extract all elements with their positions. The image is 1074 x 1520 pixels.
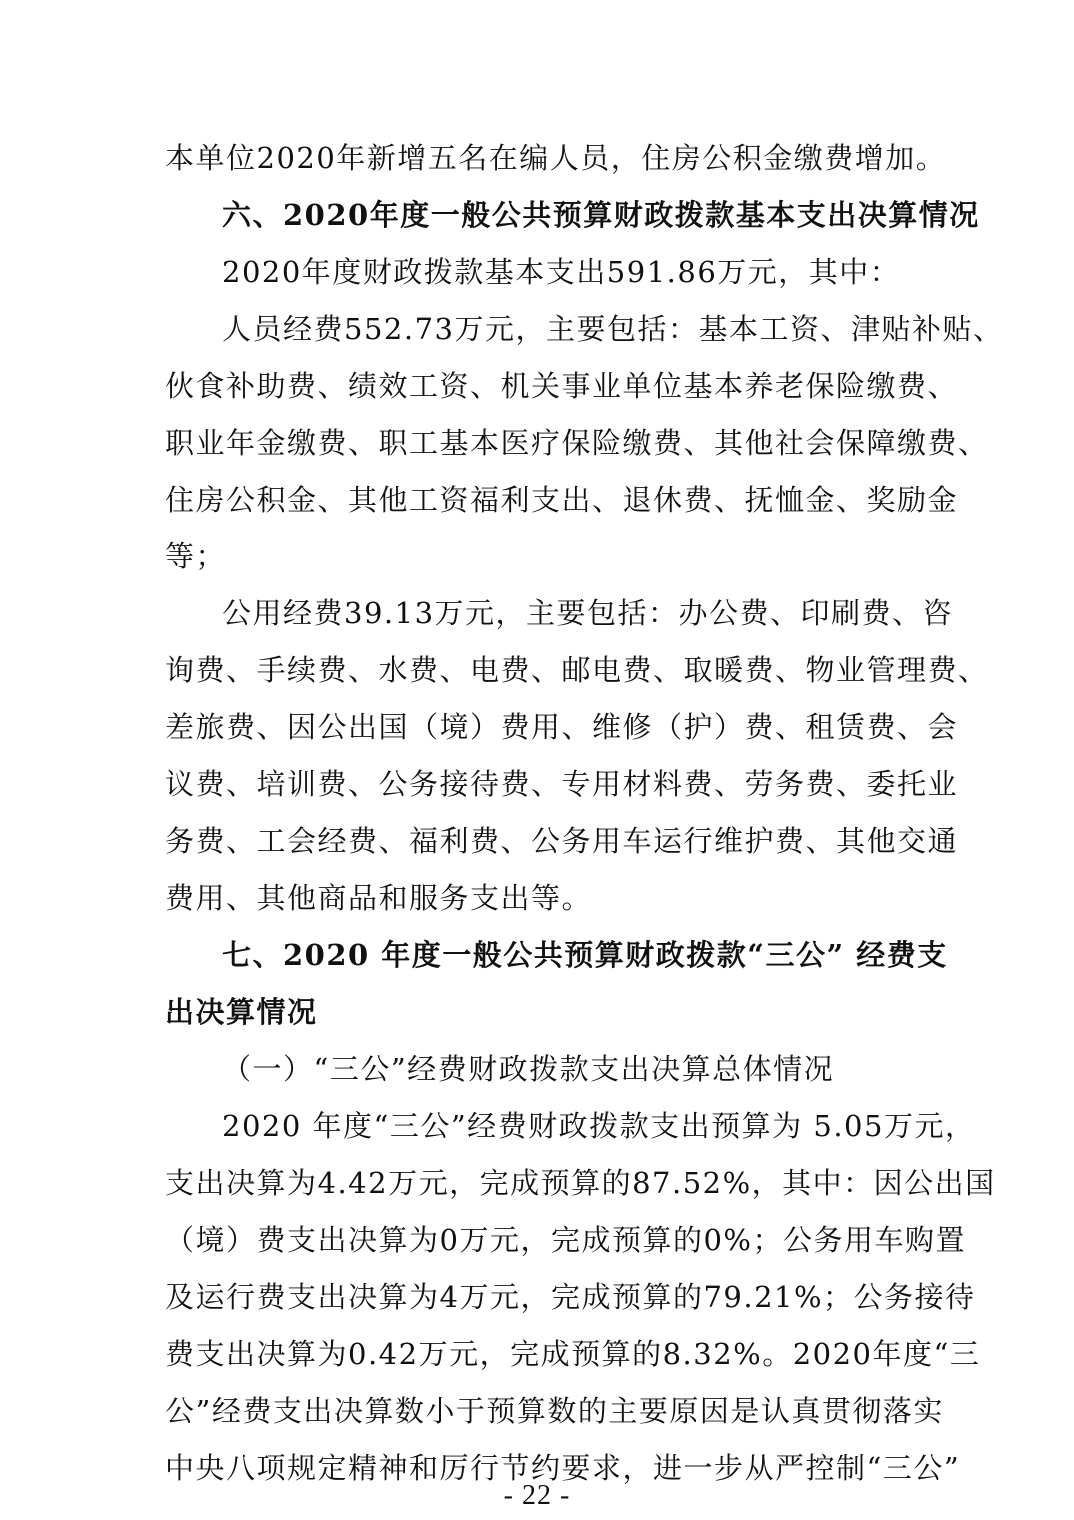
section-heading-6: 六、2020年度一般公共预算财政拨款基本支出决算情况 bbox=[222, 198, 980, 232]
paragraph-line: 公用经费39.13万元，主要包括：办公费、印刷费、咨 bbox=[222, 596, 954, 630]
paragraph-line: 务费、工会经费、福利费、公务用车运行维护费、其他交通 bbox=[165, 824, 959, 858]
paragraph-line: 议费、培训费、公务接待费、专用材料费、劳务费、委托业 bbox=[165, 767, 959, 801]
paragraph-line: 住房公积金、其他工资福利支出、退休费、抚恤金、奖励金 bbox=[165, 483, 959, 517]
paragraph-line: 本单位2020年新增五名在编人员，住房公积金缴费增加。 bbox=[165, 141, 947, 175]
page-number: - 22 - bbox=[503, 1480, 571, 1511]
paragraph-line: 费支出决算为0.42万元，完成预算的8.32%。2020年度“三 bbox=[165, 1337, 981, 1371]
paragraph-line: 支出决算为4.42万元，完成预算的87.52%，其中：因公出国 bbox=[165, 1166, 996, 1200]
paragraph-line: （境）费支出决算为0万元，完成预算的0%；公务用车购置 bbox=[165, 1223, 966, 1257]
paragraph-line: 询费、手续费、水费、电费、邮电费、取暖费、物业管理费、 bbox=[165, 653, 989, 687]
paragraph-line: 职业年金缴费、职工基本医疗保险缴费、其他社会保障缴费、 bbox=[165, 426, 989, 460]
paragraph-line: 伙食补助费、绩效工资、机关事业单位基本养老保险缴费、 bbox=[165, 369, 959, 403]
paragraph-line: 差旅费、因公出国（境）费用、维修（护）费、租赁费、会 bbox=[165, 710, 959, 744]
paragraph-line: 费用、其他商品和服务支出等。 bbox=[165, 881, 593, 915]
paragraph-line: 及运行费支出决算为4万元，完成预算的79.21%；公务接待 bbox=[165, 1280, 976, 1314]
paragraph-line: 2020年度财政拨款基本支出591.86万元，其中： bbox=[222, 255, 901, 289]
paragraph-line: 公”经费支出决算数小于预算数的主要原因是认真贯彻落实 bbox=[165, 1394, 944, 1428]
paragraph-line: 2020 年度“三公”经费财政拨款支出预算为 5.05万元， bbox=[222, 1109, 976, 1143]
paragraph-line: 等； bbox=[165, 539, 227, 573]
subsection-heading: （一）“三公”经费财政拨款支出决算总体情况 bbox=[222, 1052, 835, 1086]
section-heading-7: 七、2020 年度一般公共预算财政拨款“三公” 经费支 bbox=[222, 938, 948, 972]
paragraph-line: 人员经费552.73万元，主要包括：基本工资、津贴补贴、 bbox=[222, 312, 1004, 346]
section-heading-7-continued: 出决算情况 bbox=[165, 995, 318, 1029]
paragraph-line: 中央八项规定精神和厉行节约要求，进一步从严控制“三公” bbox=[165, 1451, 961, 1485]
